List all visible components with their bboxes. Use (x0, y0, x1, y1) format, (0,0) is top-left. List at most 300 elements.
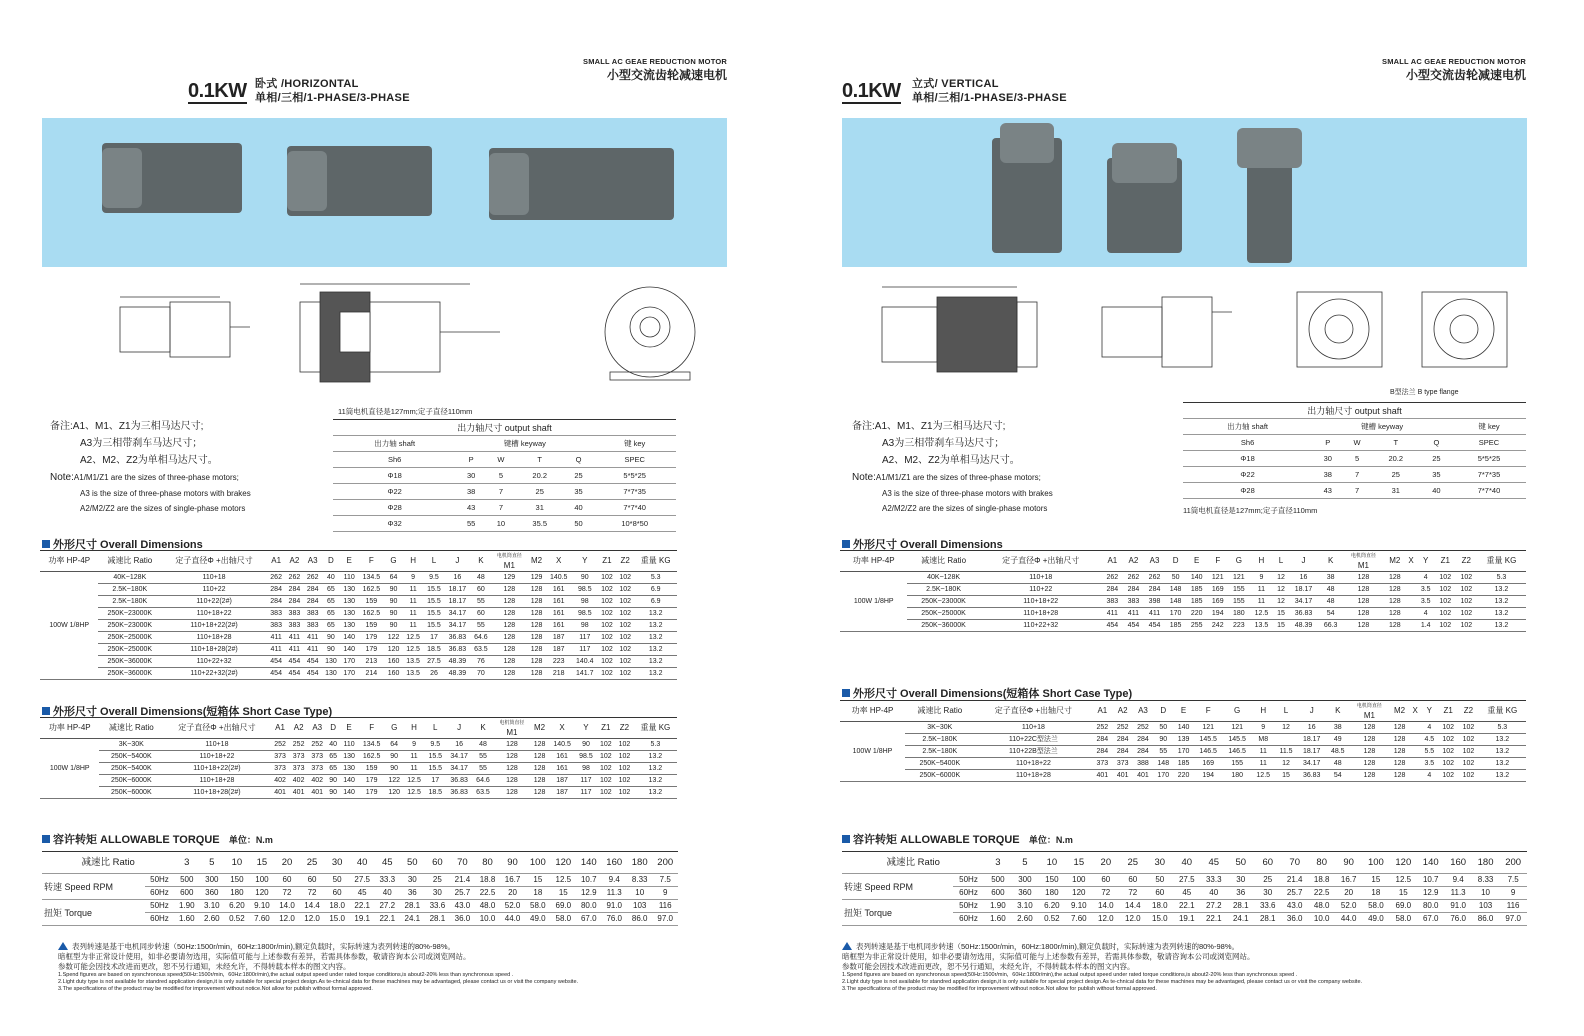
table-cell: 250K~5400K (99, 751, 163, 763)
table-cell: 162.5 (358, 584, 384, 596)
dim-col-head: A2 (285, 551, 303, 572)
dimension-drawing (80, 272, 730, 412)
ratio-head: 减速比 Ratio (907, 551, 979, 572)
table-cell: 90 (572, 572, 598, 584)
table-cell: 65 (327, 751, 340, 763)
table-cell: 33.6 (425, 900, 450, 913)
dim-col-head: M2 (1389, 701, 1409, 722)
table-cell: 5.3 (634, 572, 677, 584)
table-cell: 116 (652, 900, 678, 913)
warning-icon (58, 942, 68, 950)
table-cell: 454 (304, 656, 322, 668)
table-cell: 9.10 (1065, 900, 1092, 913)
table-cell: 1.4 (1417, 620, 1435, 632)
table-cell: 18.17 (1289, 584, 1319, 596)
table-cell: 252 (308, 739, 327, 751)
ratio-cell: 140 (1417, 852, 1444, 874)
table-cell: 130 (322, 668, 340, 680)
dim-col-head: E (1173, 701, 1193, 722)
table-cell: 179 (358, 787, 385, 799)
table-row (840, 584, 1526, 596)
table-cell: 9 (403, 739, 424, 751)
table-cell: 34.17 (446, 763, 473, 775)
table-cell: 38 (1326, 722, 1349, 734)
table-cell: 12.5 (403, 775, 424, 787)
table-row (40, 787, 677, 799)
table-cell: 102 (615, 751, 634, 763)
table-cell: 18.5 (425, 787, 446, 799)
table-cell: 60 (1092, 874, 1119, 887)
table-cell (1405, 572, 1416, 584)
table-cell: 169 (1194, 758, 1223, 770)
table-cell: 58.0 (525, 900, 550, 913)
table-cell: 454 (285, 668, 303, 680)
weight-head: 重量 KG (1477, 551, 1526, 572)
table-cell: 9.5 (425, 739, 446, 751)
dim-col-head: H (1252, 701, 1275, 722)
table-cell: 161 (546, 620, 572, 632)
torque-title: 容许转矩 ALLOWABLE TORQUE 单位：N.m (42, 831, 273, 847)
dim-col-head: X (1405, 551, 1416, 572)
table-cell: 7.5 (1499, 874, 1527, 887)
table-cell: 128 (1349, 746, 1389, 758)
table-cell: 48 (1326, 758, 1349, 770)
table-cell: 6.9 (634, 584, 677, 596)
shaft-col-head: SPEC (593, 452, 676, 468)
table-cell: 128 (1343, 572, 1385, 584)
table-row (842, 874, 1527, 887)
table-cell: 49 (1326, 734, 1349, 746)
table-cell: 128 (1349, 734, 1389, 746)
brand-en: SMALL AC GEAE REDUCTION MOTOR (583, 57, 727, 66)
table-cell: 102 (1458, 770, 1478, 782)
table-cell: 12.0 (274, 913, 299, 926)
table-cell: 49.0 (525, 913, 550, 926)
dim-col-head: Y (572, 551, 598, 572)
table-cell: 160 (384, 668, 402, 680)
table-cell: 72 (274, 887, 299, 900)
table-cell: 185 (1165, 620, 1186, 632)
motor-image (287, 151, 327, 211)
table-cell: 28.1 (1254, 913, 1281, 926)
table-cell: 116 (1499, 900, 1527, 913)
brand-en: SMALL AC GEAE REDUCTION MOTOR (1382, 57, 1526, 66)
table-cell: 128 (527, 656, 545, 668)
table-cell: 15.5 (424, 596, 445, 608)
table-cell: 600 (174, 887, 199, 900)
table-cell: 102 (1458, 734, 1478, 746)
table-cell: 36.83 (1289, 608, 1319, 620)
dim-col-head: F (358, 718, 385, 739)
table-cell: 223 (1228, 620, 1249, 632)
table-cell: 24.1 (1227, 913, 1254, 926)
table-cell (1410, 758, 1421, 770)
table-cell: 15 (1362, 874, 1389, 887)
table-cell: 121 (1194, 722, 1223, 734)
table-cell: 55 (456, 516, 486, 532)
table-cell: 284 (1123, 584, 1144, 596)
dim-col-head: Z1 (598, 551, 616, 572)
table-cell: 25 (425, 874, 450, 887)
dim-col-head: G (384, 551, 402, 572)
table-cell: 6.9 (634, 596, 677, 608)
table-cell: 162.5 (358, 751, 385, 763)
table-cell: 3K~30K (905, 722, 975, 734)
table-cell: 3.5 (1421, 758, 1438, 770)
table-cell: 40K~128K (98, 572, 161, 584)
power-cell: 100W 1/8HP (840, 572, 907, 632)
table-cell: 129 (527, 572, 545, 584)
table-cell: 52.0 (1335, 900, 1362, 913)
table-cell: 128 (1343, 620, 1385, 632)
dim-col-head: X (549, 718, 576, 739)
dim-col-head: A1 (1102, 551, 1123, 572)
table-cell: 110+18+28 (161, 632, 267, 644)
note-en-line: A2/M2/Z2 are the sizes of single-phase motors (882, 504, 1048, 513)
table-cell: 28.1 (1227, 900, 1254, 913)
table-cell: 145.5 (1223, 734, 1252, 746)
table-cell: 2.5K~180K (98, 584, 161, 596)
table-cell: 128 (1389, 734, 1409, 746)
shaft-note: 11筒电机直径是127mm;定子直径110mm (338, 407, 473, 416)
table-cell: 500 (174, 874, 199, 887)
warning-icon (842, 942, 852, 950)
table-cell: 17 (425, 775, 446, 787)
table-cell: 4 (1417, 608, 1435, 620)
table-cell: 129 (491, 572, 527, 584)
power-cell: 100W 1/8HP (840, 722, 905, 782)
table-cell: 300 (1011, 874, 1038, 887)
table-cell: 11 (403, 584, 424, 596)
table-cell: 40 (1421, 483, 1452, 499)
table-cell: 110+18 (980, 572, 1102, 584)
product-photo-band (842, 118, 1527, 267)
table-cell: 102 (1435, 596, 1456, 608)
table-cell: 16 (446, 739, 473, 751)
table-cell: 0.52 (1038, 913, 1065, 926)
table-cell: 36.0 (450, 913, 475, 926)
table-cell: 284 (1133, 746, 1153, 758)
table-cell: 185 (1173, 758, 1193, 770)
weight-head: 重量 KG (634, 718, 677, 739)
motor-dia-label: 电机筒直径 (496, 553, 522, 559)
shaft-col-head: SPEC (1452, 435, 1526, 451)
table-cell: 30 (1227, 874, 1254, 887)
table-cell: 128 (494, 751, 531, 763)
table-cell: 373 (308, 751, 327, 763)
table-cell: 102 (1438, 734, 1458, 746)
table-cell: 44.0 (1335, 913, 1362, 926)
table-cell: 91.0 (602, 900, 627, 913)
table-cell: 155 (1228, 584, 1249, 596)
table-cell: 117 (575, 787, 596, 799)
table-cell: 180 (1228, 608, 1249, 620)
table-cell: 402 (271, 775, 290, 787)
table-cell: 102 (1438, 722, 1458, 734)
table-cell: 40 (564, 500, 594, 516)
table-cell: 8.33 (1472, 874, 1499, 887)
dim-col-head: Y (1421, 701, 1438, 722)
table-cell: 121 (1207, 572, 1228, 584)
table-cell: 128 (494, 763, 531, 775)
table-cell: 13.5 (1249, 620, 1273, 632)
table-cell: 1.90 (174, 900, 199, 913)
table-cell: 0.52 (224, 913, 249, 926)
table-cell: 110 (340, 572, 358, 584)
ratio-cell: 40 (350, 852, 375, 874)
table-cell: 7.5 (652, 874, 678, 887)
table-cell: 110+18+22(2#) (163, 763, 271, 775)
stator-head: 定子直径Φ +出轴尺寸 (161, 551, 267, 572)
table-cell: 110+22 (161, 584, 267, 596)
table-cell: 179 (358, 632, 384, 644)
table-cell: 60 (1119, 874, 1146, 887)
table-cell: 11 (1252, 746, 1275, 758)
ratio-cell: 25 (1119, 852, 1146, 874)
table-cell: 140 (340, 644, 358, 656)
table-cell: 55 (472, 751, 493, 763)
table-cell: 128 (491, 620, 527, 632)
table-cell: 16 (1289, 572, 1319, 584)
table-cell: 102 (616, 644, 634, 656)
table-cell: 128 (1384, 620, 1405, 632)
note-line: A2、M2、Z2为单相马达尺寸。 (882, 455, 1020, 466)
table-cell: 18.17 (444, 584, 470, 596)
table-cell: 21.4 (1281, 874, 1308, 887)
table-cell: 140.4 (572, 656, 598, 668)
table-cell: 128 (527, 668, 545, 680)
table-cell: 7*7*40 (1452, 483, 1526, 499)
table-cell: 262 (285, 572, 303, 584)
table-cell: 27.2 (375, 900, 400, 913)
dim-col-head: A3 (1144, 551, 1165, 572)
notes-block (852, 418, 1053, 516)
table-cell: 128 (1349, 758, 1389, 770)
dim-col-head: Z1 (1435, 551, 1456, 572)
table-cell: 15.5 (425, 763, 446, 775)
table-cell: 169 (1207, 596, 1228, 608)
table-cell: 128 (1384, 572, 1405, 584)
table-row (840, 722, 1526, 734)
table-cell: 102 (598, 572, 616, 584)
table-cell (1405, 608, 1416, 620)
table-cell: 90 (384, 584, 402, 596)
table-cell: 159 (358, 620, 384, 632)
table-row (840, 596, 1526, 608)
table-cell: 130 (340, 751, 359, 763)
table-cell: 121 (1228, 572, 1249, 584)
table-cell: 110+22(2#) (161, 596, 267, 608)
row-label: 转速 Speed RPM (842, 874, 953, 900)
table-cell: 90 (322, 644, 340, 656)
dim-col-head: M2 (530, 718, 549, 739)
table-cell: 146.5 (1194, 746, 1223, 758)
table-cell: 103 (627, 900, 652, 913)
dim-col-head: L (1275, 701, 1297, 722)
table-cell: 128 (494, 787, 531, 799)
table-cell: 9.10 (249, 900, 274, 913)
table-cell (1410, 746, 1421, 758)
table-cell: 55 (470, 596, 491, 608)
table-cell: 102 (1458, 746, 1478, 758)
note-en-line: A1/M1/Z1 are the sizes of three-phase motors; (875, 473, 1041, 482)
table-cell: 411 (1102, 608, 1123, 620)
table-cell: 402 (289, 775, 308, 787)
table-cell: 36 (400, 887, 425, 900)
ratio-cell: 160 (602, 852, 627, 874)
shaft-col-head: W (1343, 435, 1370, 451)
table-cell: 134.5 (358, 739, 385, 751)
product-photo-band (42, 118, 727, 267)
table-row (840, 572, 1526, 584)
table-cell: 102 (598, 632, 616, 644)
table-cell: 9 (1499, 887, 1527, 900)
table-cell: 15 (1273, 608, 1288, 620)
table-cell: 102 (615, 739, 634, 751)
table-row (40, 763, 677, 775)
ratio-cell: 80 (1308, 852, 1335, 874)
table-cell: 36.83 (446, 787, 473, 799)
table-cell: 50 (1146, 874, 1173, 887)
table-cell: 90 (384, 608, 402, 620)
table-cell: 117 (575, 775, 596, 787)
table-cell: 30 (456, 468, 486, 484)
table-cell: 16.7 (1335, 874, 1362, 887)
table-cell: 122 (385, 775, 404, 787)
table-row (40, 620, 677, 632)
table-cell: 284 (267, 584, 285, 596)
dim-col-head: J (444, 551, 470, 572)
ratio-cell: 15 (1065, 852, 1092, 874)
dim-col-head: D (327, 718, 340, 739)
table-cell: 60 (300, 874, 325, 887)
table-cell: 14.4 (300, 900, 325, 913)
table-cell: 401 (1092, 770, 1112, 782)
table-cell: 145.5 (1194, 734, 1223, 746)
motor-dia-label: 电机筒直径 (1356, 703, 1382, 709)
table-cell: 65 (322, 584, 340, 596)
table-cell: 50 (1153, 722, 1173, 734)
table-cell: 128 (1384, 584, 1405, 596)
table-row (840, 770, 1526, 782)
table-row (40, 584, 677, 596)
table-cell: 284 (1102, 584, 1123, 596)
table-cell: 38 (456, 484, 486, 500)
table-cell: 52.0 (500, 900, 525, 913)
table-cell: 102 (1458, 758, 1478, 770)
table-cell: 102 (616, 668, 634, 680)
table-cell: 373 (271, 751, 290, 763)
table-cell: 10 (1472, 887, 1499, 900)
ratio-cell: 20 (1092, 852, 1119, 874)
table-cell: 5.3 (1477, 572, 1526, 584)
ratio-cell: 200 (652, 852, 678, 874)
table-cell: 18.17 (1297, 746, 1326, 758)
table-cell: 11 (403, 620, 424, 632)
table-cell: 110 (340, 739, 359, 751)
table-cell: 20 (1335, 887, 1362, 900)
ratio-cell: 120 (1390, 852, 1417, 874)
table-cell: 383 (1123, 596, 1144, 608)
table-cell: 1.90 (984, 900, 1011, 913)
table-cell: 4 (1417, 572, 1435, 584)
table-cell: 13.2 (1477, 620, 1526, 632)
table-cell: 13.2 (634, 775, 677, 787)
table-cell: 15 (551, 887, 576, 900)
table-cell: 34.17 (444, 620, 470, 632)
table-cell: 54 (1326, 770, 1349, 782)
ratio-cell: 90 (1335, 852, 1362, 874)
freq-cell: 60Hz (953, 887, 985, 900)
dim-col-head: A3 (1133, 701, 1153, 722)
table-cell: 500 (984, 874, 1011, 887)
table-cell: 10.7 (576, 874, 601, 887)
table-cell: 110+18+22 (975, 758, 1093, 770)
table-cell: 18.17 (1297, 734, 1326, 746)
table-cell: 25.7 (450, 887, 475, 900)
weight-head: 重量 KG (634, 551, 677, 572)
table-cell (1275, 734, 1297, 746)
table-cell: 110+18+28 (163, 775, 271, 787)
ratio-head: 减速比 Ratio (905, 701, 975, 722)
flange-label: B型法兰 B type flange (1390, 389, 1459, 396)
table-cell: 102 (616, 656, 634, 668)
ratio-cell: 120 (551, 852, 576, 874)
table-cell: 401 (271, 787, 290, 799)
table-cell: 20 (500, 887, 525, 900)
table-cell: 130 (340, 584, 358, 596)
table-cell: 360 (199, 887, 224, 900)
table-cell: 45 (1173, 887, 1200, 900)
table-cell: 40 (322, 572, 340, 584)
table-cell: 36.0 (1281, 913, 1308, 926)
ratio-head: 减速比 Ratio (99, 718, 163, 739)
note-en-line: A3 is the size of three-phase motors with brakes (882, 489, 1053, 498)
table-cell: 242 (1207, 620, 1228, 632)
table-cell: 140.5 (546, 572, 572, 584)
table-cell: 187 (546, 632, 572, 644)
table-cell: 411 (267, 632, 285, 644)
table-cell: 10.0 (1308, 913, 1335, 926)
table-cell: 250K~23000K (907, 596, 979, 608)
table-cell: 373 (289, 763, 308, 775)
table-cell: 128 (530, 787, 549, 799)
table-cell: 90 (575, 739, 596, 751)
table-cell: 110+18+28(2#) (163, 787, 271, 799)
table-cell: 12 (1275, 722, 1297, 734)
table-cell: 148 (1153, 758, 1173, 770)
table-cell: 35 (1421, 467, 1452, 483)
table-cell: 262 (304, 572, 322, 584)
table-cell: 48.39 (444, 668, 470, 680)
table-cell: 12.5 (1249, 608, 1273, 620)
ratio-cell: 90 (500, 852, 525, 874)
table-cell: 64.6 (470, 632, 491, 644)
ratio-label: 减速比 Ratio (42, 852, 174, 874)
table-cell: 13.2 (1477, 584, 1526, 596)
dim-col-head: Y (575, 718, 596, 739)
table-cell: Φ18 (333, 468, 456, 484)
row-label: 转速 Speed RPM (42, 874, 145, 900)
table-cell: 98.5 (575, 751, 596, 763)
table-cell: 180 (1223, 770, 1252, 782)
table-cell: 4 (1421, 722, 1438, 734)
table-row (840, 608, 1526, 620)
ratio-cell: 70 (1281, 852, 1308, 874)
table-row (40, 739, 677, 751)
table-cell: 284 (1092, 734, 1112, 746)
table-cell: 15.0 (325, 913, 350, 926)
